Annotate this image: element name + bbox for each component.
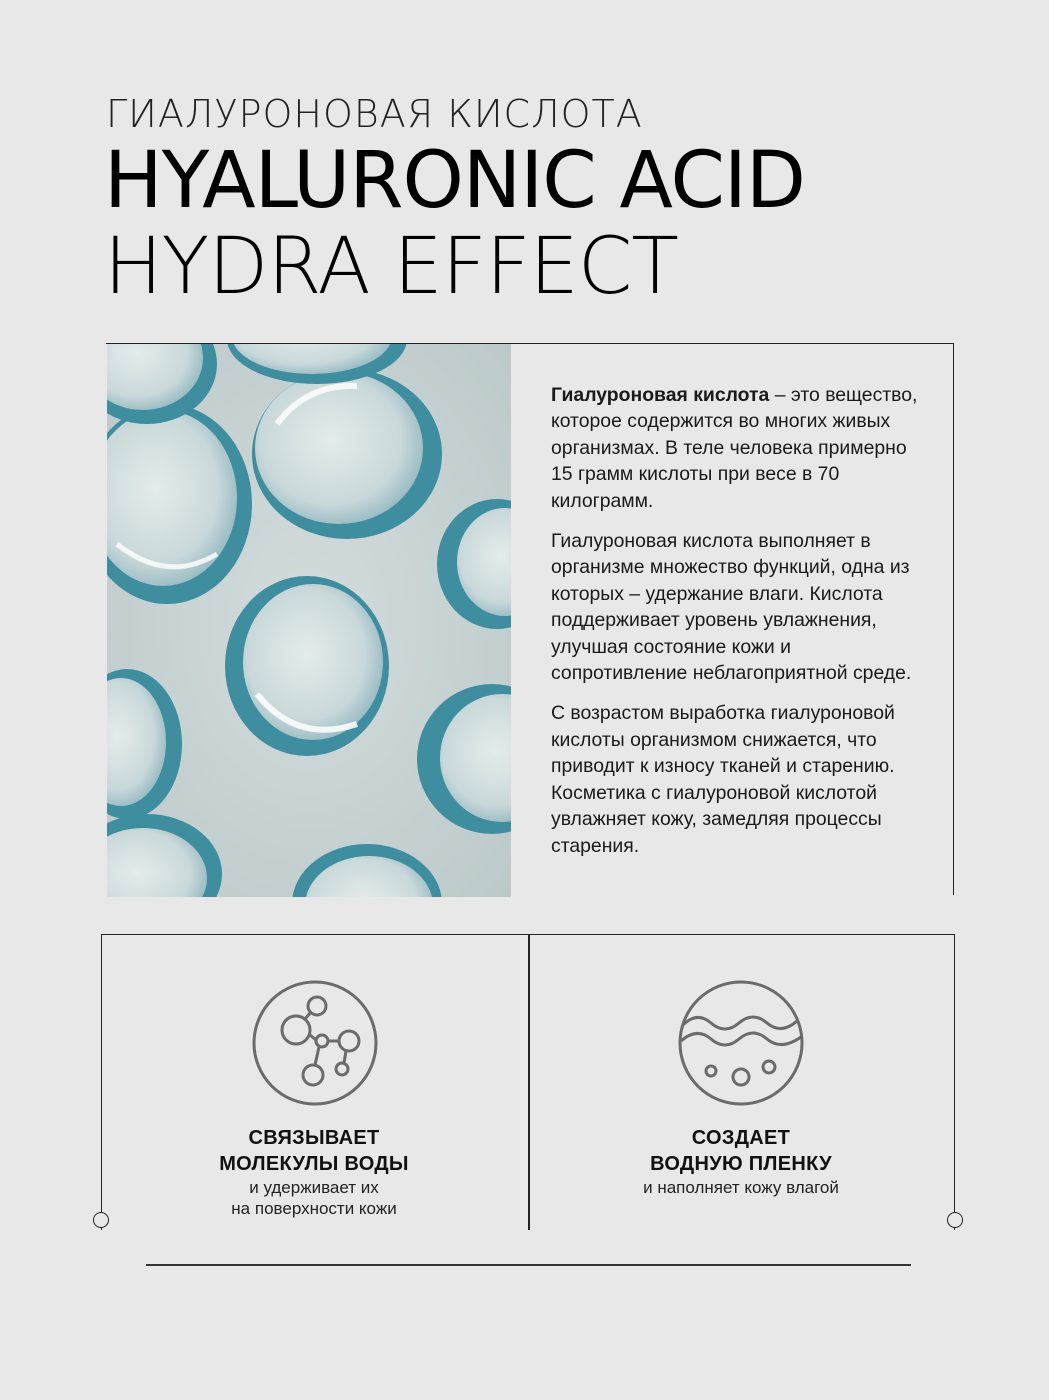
kicker-title: ГИАЛУРОНОВАЯ КИСЛОТА xyxy=(106,92,643,136)
feature-2-heading-line1: СОЗДАЕТ xyxy=(691,1127,791,1149)
feature-binds-water xyxy=(164,1125,464,1219)
paragraph-1-bold: Гиалуроновая кислота xyxy=(551,384,770,406)
paragraph-3: С возрастом выработка гиалуроновой кислоты организмом снижается, что приводит к износу тканей и старению. Косметика с гиалуроновой кислотой увлажняет кожу, замедляя процессы старения. xyxy=(551,702,895,857)
main-title: HYALURONIC ACID xyxy=(104,136,805,226)
paragraph-1-text: – это вещество, которое содержится во многих живых организмах. В теле человека примерно 15 грамм кислоты при весе в 70 килограмм. xyxy=(551,384,918,512)
frame-dot-left xyxy=(93,1212,109,1228)
feature-1-sub-line1: и удерживает их xyxy=(249,1178,379,1197)
sub-title: HYDRA EFFECT xyxy=(104,222,678,312)
feature-water-film xyxy=(591,1125,891,1198)
frame-dot-right xyxy=(947,1212,963,1228)
paragraph-1 xyxy=(551,382,931,514)
paragraph-2: Гиалуроновая кислота выполняет в организме множество функций, одна из которых – удержание влаги. Кислота поддерживает уровень увлажнения, улучшая состояние кожи и сопротивление неблагоприятной среде. xyxy=(551,530,912,685)
water-film-icon xyxy=(677,979,805,1107)
bottom-rule xyxy=(146,1264,911,1266)
feature-1-sub-line2: на поверхности кожи xyxy=(231,1199,397,1218)
description-text xyxy=(551,382,931,873)
molecule-icon xyxy=(251,979,379,1107)
features-divider xyxy=(528,934,530,1230)
feature-2-sub-line1: и наполняет кожу влагой xyxy=(643,1178,839,1197)
feature-2-heading-line2: ВОДНУЮ ПЛЕНКУ xyxy=(650,1153,832,1175)
hyaluronic-drops-photo xyxy=(107,344,511,897)
feature-1-heading-line1: СВЯЗЫВАЕТ xyxy=(248,1127,380,1149)
feature-1-heading-line2: МОЛЕКУЛЫ ВОДЫ xyxy=(219,1153,409,1175)
